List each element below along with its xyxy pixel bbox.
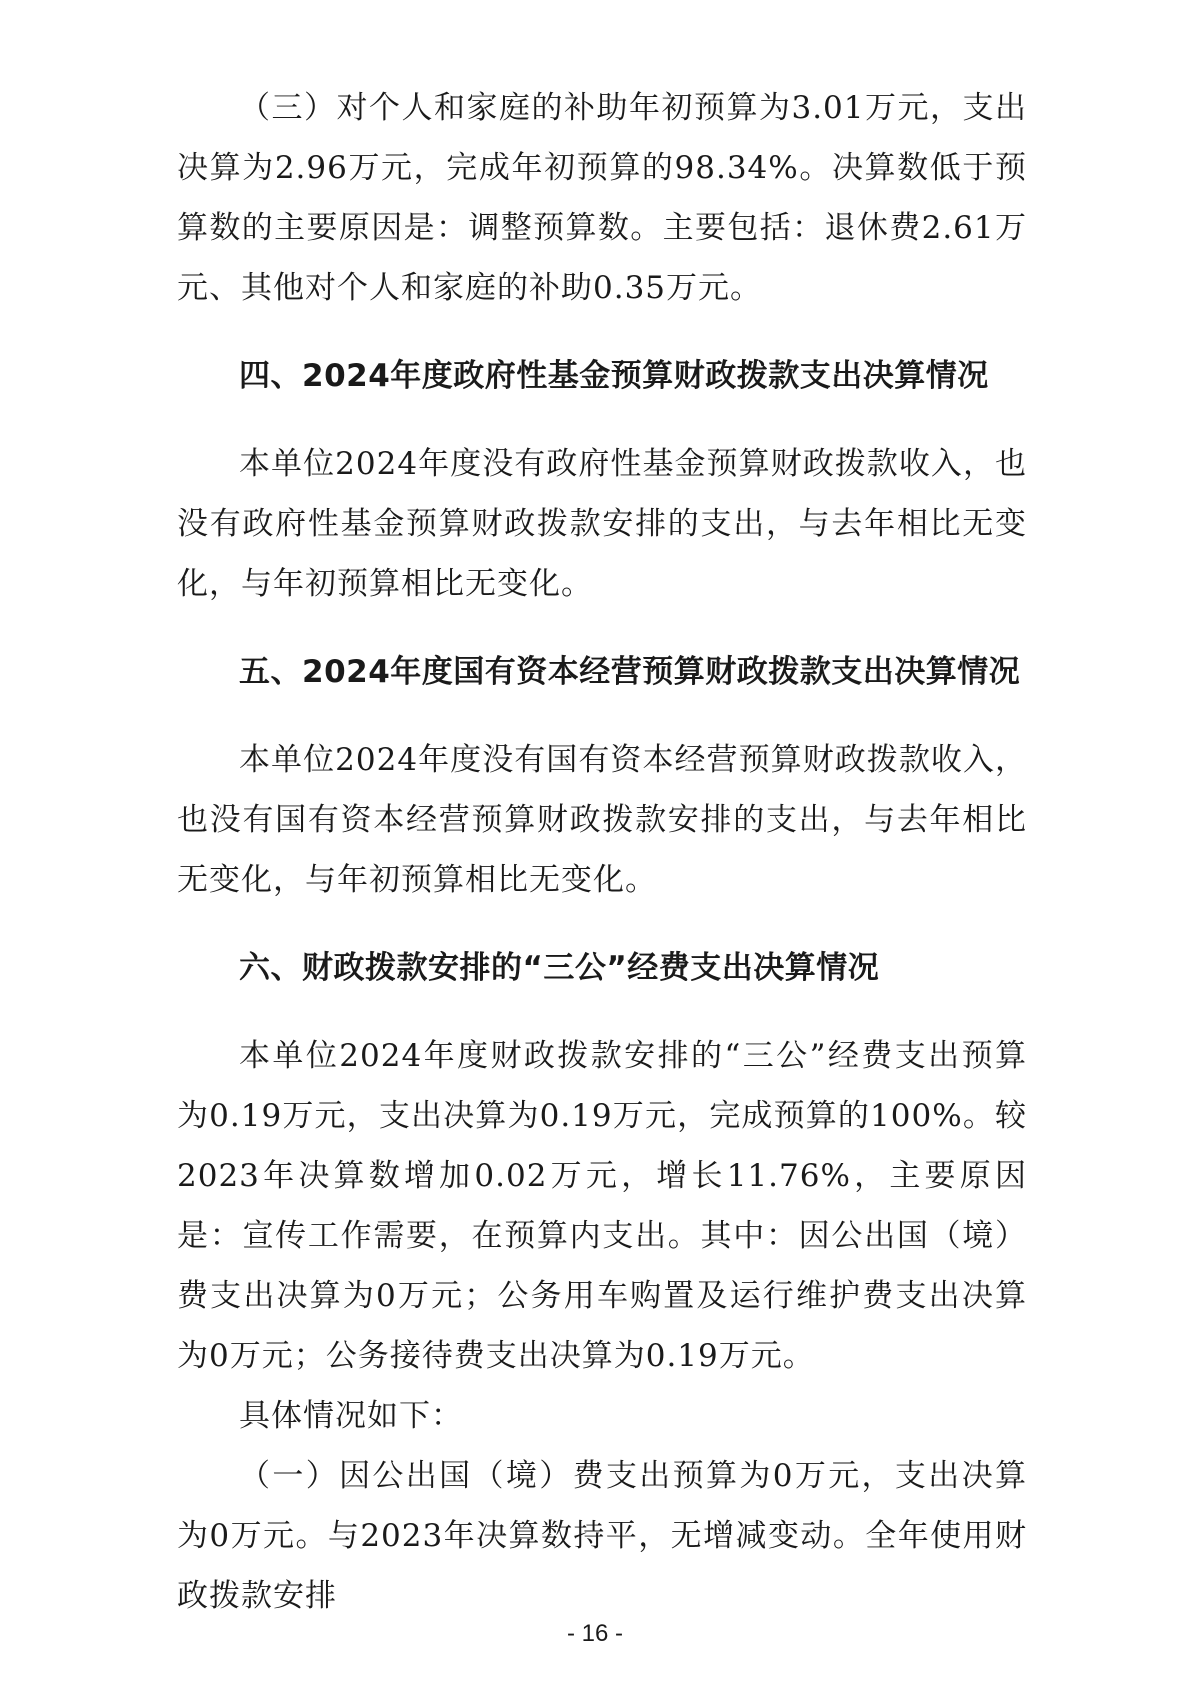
paragraph-state-capital: 本单位2024年度没有国有资本经营预算财政拨款收入，也没有国有资本经营预算财政拨款安排的支出，与去年相比无变化，与年初预算相比无变化。 (177, 742, 1027, 898)
document-page (177, 78, 1027, 1626)
paragraph-overseas-expenses: （一）因公出国（境）费支出预算为0万元，支出决算为0万元。与2023年决算数持平，无增减变动。全年使用财政拨款安排 (177, 1458, 1027, 1614)
paragraph-government-fund: 本单位2024年度没有政府性基金预算财政拨款收入，也没有政府性基金预算财政拨款安排的支出，与去年相比无变化，与年初预算相比无变化。 (177, 446, 1027, 602)
paragraph-details-intro: 具体情况如下： (239, 1398, 463, 1434)
heading-three-public-expenses: 六、财政拨款安排的“三公”经费支出决算情况 (239, 950, 880, 986)
heading-state-capital: 五、2024年度国有资本经营预算财政拨款支出决算情况 (239, 654, 1021, 690)
paragraph-support-individuals: （三）对个人和家庭的补助年初预算为3.01万元，支出决算为2.96万元，完成年初预算的98.34%。决算数低于预算数的主要原因是：调整预算数。主要包括：退休费2.61万元、其他对个人和家庭的补助0.35万元。 (177, 90, 1027, 306)
page-number: - 16 - (566, 1620, 623, 1647)
paragraph-three-public-expenses: 本单位2024年度财政拨款安排的“三公”经费支出预算为0.19万元，支出决算为0.19万元，完成预算的100%。较2023年决算数增加0.02万元，增长11.76%，主要原因是：宣传工作需要，在预算内支出。其中：因公出国（境）费支出决算为0万元；公务用车购置及运行维护费支出决算为0万元；公务接待费支出决算为0.19万元。 (177, 1038, 1027, 1374)
heading-government-fund: 四、2024年度政府性基金预算财政拨款支出决算情况 (239, 358, 989, 394)
